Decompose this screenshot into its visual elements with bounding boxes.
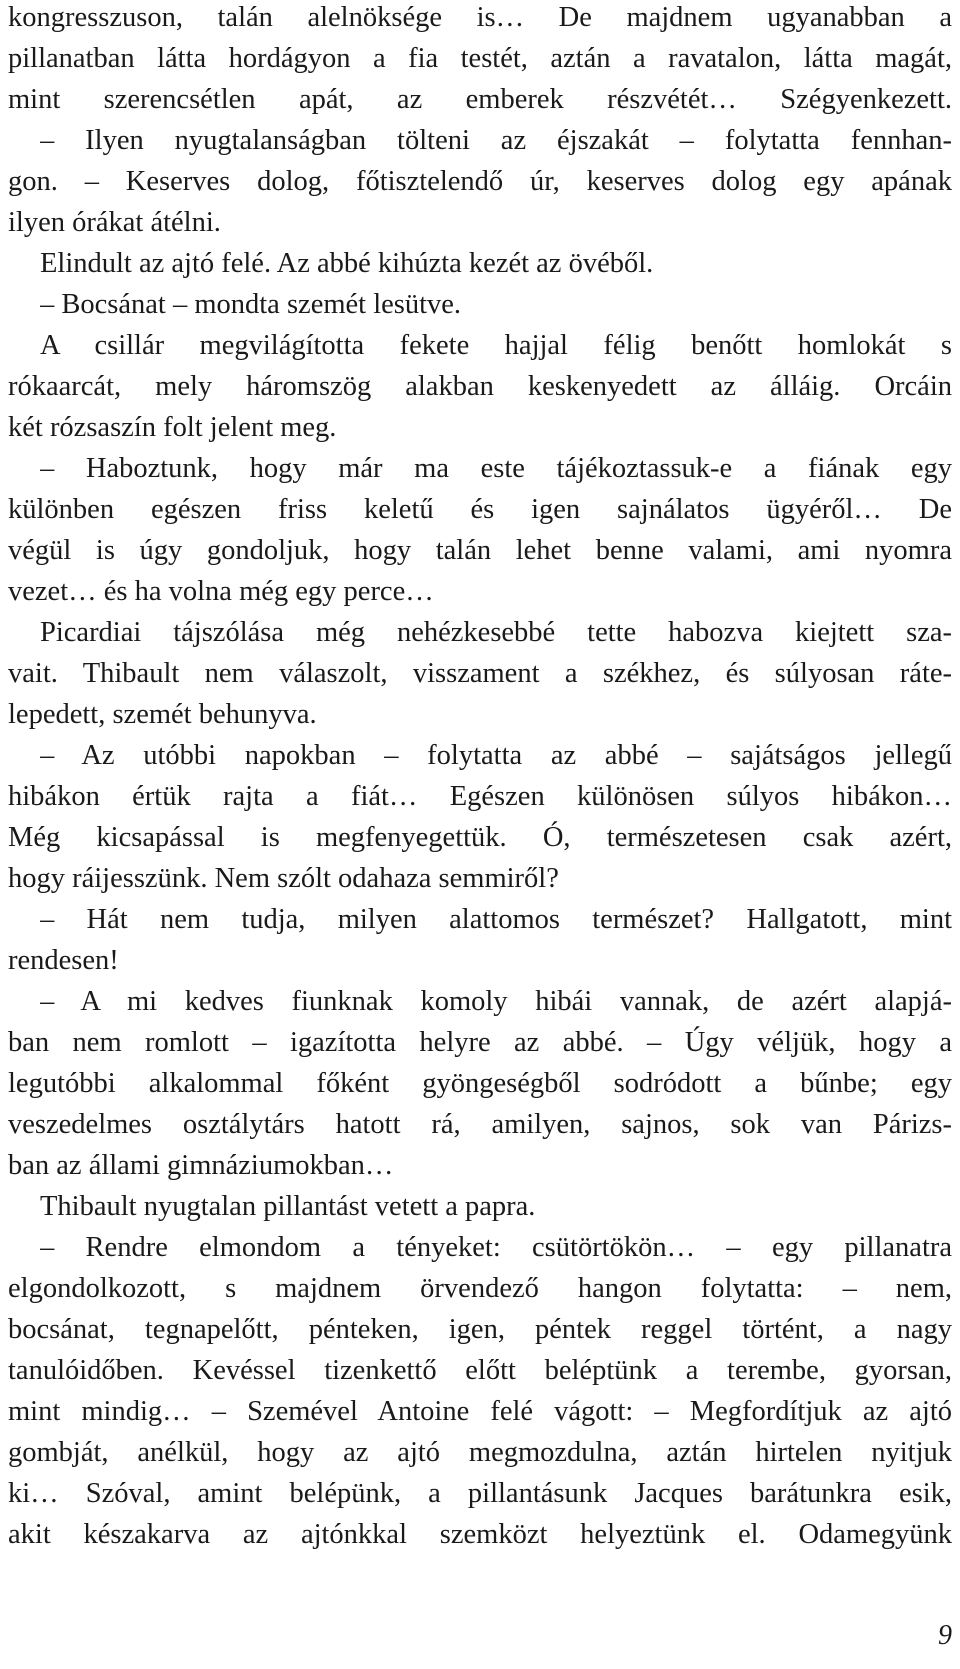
text-line: legutóbbi alkalommal főként gyöngeségből sodródott a bűnbe; egy [8, 1068, 952, 1099]
text-line: ki… Szóval, amint belépünk, a pillantásunk Jacques barátunkra esik, [8, 1478, 952, 1509]
text-line: rendesen! [8, 945, 119, 976]
text-line: rókaarcát, mely háromszög alakban keskenyedett az álláig. Orcáin [8, 371, 952, 402]
text-line: vait. Thibault nem válaszolt, visszament a székhez, és súlyosan ráte- [8, 658, 952, 689]
text-line: akit készakarva az ajtónkkal szemközt helyeztünk el. Odamegyünk [8, 1519, 952, 1550]
text-line: Elindult az ajtó felé. Az abbé kihúzta kezét az övéből. [40, 248, 654, 279]
text-line: – Ilyen nyugtalanságban tölteni az éjszakát – folytatta fennhan- [40, 125, 952, 156]
text-line: – Az utóbbi napokban – folytatta az abbé – sajátságos jellegű [40, 740, 952, 771]
text-line: veszedelmes osztálytárs hatott rá, amilyen, sajnos, sok van Párizs- [8, 1109, 952, 1140]
text-line: mint szerencsétlen apát, az emberek részvétét… Szégyenkezett. [8, 84, 952, 115]
book-page [8, 0, 952, 1669]
text-line: hogy ráijesszünk. Nem szólt odahaza semmiről? [8, 863, 559, 894]
text-line: különben egészen friss keletű és igen sajnálatos ügyéről… De [8, 494, 952, 525]
text-line: Még kicsapással is megfenyegettük. Ó, természetesen csak azért, [8, 822, 952, 853]
text-line: – Haboztunk, hogy már ma este tájékoztassuk-e a fiának egy [40, 453, 952, 484]
text-line: ban az állami gimnáziumokban… [8, 1150, 394, 1181]
text-line: ban nem romlott – igazította helyre az abbé. – Úgy véljük, hogy a [8, 1027, 952, 1058]
text-line: – Bocsánat – mondta szemét lesütve. [40, 289, 462, 320]
text-line: hibákon értük rajta a fiát… Egészen különösen súlyos hibákon… [8, 781, 952, 812]
text-line: ilyen órákat átélni. [8, 207, 221, 238]
text-line: gon. – Keserves dolog, főtisztelendő úr, keserves dolog egy apának [8, 166, 952, 197]
text-line: tanulóidőben. Kevéssel tizenkettő előtt beléptünk a terembe, gyorsan, [8, 1355, 952, 1386]
text-line: – A mi kedves fiunknak komoly hibái vannak, de azért alapjá- [40, 986, 952, 1017]
text-line: mint mindig… – Szemével Antoine felé vágott: – Megfordítjuk az ajtó [8, 1396, 952, 1427]
text-line: bocsánat, tegnapelőtt, pénteken, igen, péntek reggel történt, a nagy [8, 1314, 952, 1345]
text-line: két rózsaszín folt jelent meg. [8, 412, 337, 443]
text-line: kongresszuson, talán alelnöksége is… De majdnem ugyanabban a [8, 2, 952, 33]
text-line: Thibault nyugtalan pillantást vetett a papra. [40, 1191, 536, 1222]
page-number: 9 [938, 1620, 952, 1651]
text-line: végül is úgy gondoljuk, hogy talán lehet benne valami, ami nyomra [8, 535, 952, 566]
text-line: Picardiai tájszólása még nehézkesebbé tette habozva kiejtett sza- [40, 617, 952, 648]
text-line: lepedett, szemét behunyva. [8, 699, 317, 730]
text-line: A csillár megvilágította fekete hajjal félig benőtt homlokát s [40, 330, 952, 361]
text-line: pillanatban látta hordágyon a fia testét, aztán a ravatalon, látta magát, [8, 43, 952, 74]
text-line: – Hát nem tudja, milyen alattomos természet? Hallgatott, mint [40, 904, 952, 935]
text-line: gombját, anélkül, hogy az ajtó megmozdulna, aztán hirtelen nyitjuk [8, 1437, 952, 1468]
text-line: – Rendre elmondom a tényeket: csütörtökön… – egy pillanatra [40, 1232, 952, 1263]
text-line: vezet… és ha volna még egy perce… [8, 576, 434, 607]
text-line: elgondolkozott, s majdnem örvendező hangon folytatta: – nem, [8, 1273, 952, 1304]
